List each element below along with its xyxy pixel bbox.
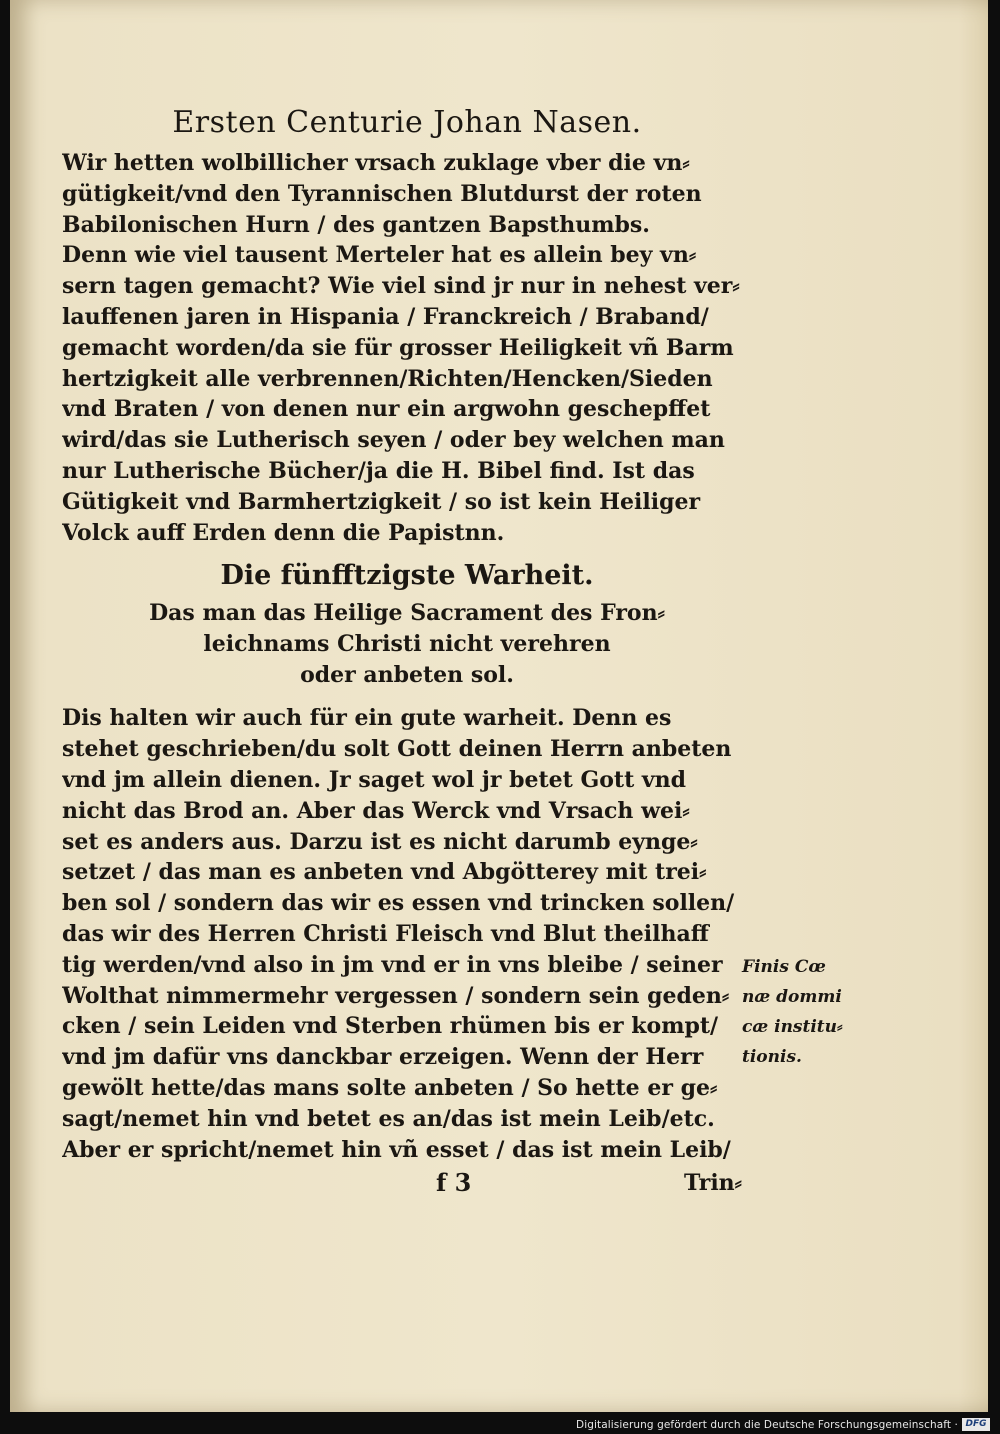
running-head: Ersten Centurie Johan Nasen. [172, 105, 642, 140]
text-line: sern tagen gemacht? Wie viel sind jr nur in nehest ver⸗ [62, 273, 740, 300]
text-line: Gütigkeit vnd Barmhertzigkeit / so ist kein Heiliger [62, 488, 701, 515]
text-line: lauffenen jaren in Hispania / Franckreich / Braband/ [62, 303, 709, 330]
text-line: das wir des Herren Christi Fleisch vnd Blut theilhaff [62, 920, 709, 947]
text-line: vnd Braten / von denen nur ein argwohn geschepffet [62, 396, 711, 423]
margin-note-line: næ dommi [742, 987, 842, 1007]
text-line: gewölt hette/das mans solte anbeten / So hette er ge⸗ [62, 1074, 718, 1101]
paragraph-1 [62, 148, 752, 548]
text-line: sagt/nemet hin vnd betet es an/das ist mein Leib/etc. [62, 1105, 715, 1132]
text-line: stehet geschrieben/du solt Gott deinen Herrn anbeten [62, 736, 732, 763]
text-line: set es anders aus. Darzu ist es nicht darumb eynge⸗ [62, 828, 698, 855]
text-line: nur Lutherische Bücher/ja die H. Bibel find. Ist das [62, 457, 695, 484]
text-line: Babilonischen Hurn / des gantzen Bapsthumbs. [62, 211, 650, 238]
text-line: nicht das Brod an. Aber das Werck vnd Vrsach wei⸗ [62, 797, 690, 824]
text-line: Volck auff Erden denn die Papistnn. [62, 519, 505, 546]
spacer [62, 691, 752, 703]
book-page [10, 0, 988, 1412]
thesis-line: oder anbeten sol. [300, 662, 514, 689]
signature-mark: f 3 [436, 1168, 472, 1198]
margin-note [742, 952, 862, 1072]
margin-note-line: Finis Cœ [742, 957, 826, 977]
margin-note-line: tionis. [742, 1047, 802, 1067]
text-line: gütigkeit/vnd den Tyrannischen Blutdurst der roten [62, 180, 702, 207]
margin-note-line: cæ institu⸗ [742, 1017, 843, 1037]
text-line: wird/das sie Lutherisch seyen / oder bey welchen man [62, 427, 725, 454]
text-line: ben sol / sondern das wir es essen vnd trincken sollen/ [62, 890, 735, 917]
thesis-line: Das man das Heilige Sacrament des Fron⸗ [149, 600, 665, 627]
page-footer [62, 1165, 752, 1201]
text-line: gemacht worden/da sie für grosser Heiligkeit vñ Barm [62, 334, 734, 361]
text-block [62, 100, 752, 1201]
digitization-credit: Digitalisierung gefördert durch die Deutsche Forschungsgemeinschaft · [576, 1419, 958, 1431]
text-line: Wolthat nimmermehr vergessen / sondern sein geden⸗ [62, 982, 730, 1009]
text-line: vnd jm dafür vns danckbar erzeigen. Wenn der Herr [62, 1044, 704, 1071]
dfg-logo-icon: DFG [962, 1418, 990, 1431]
text-line: setzet / das man es anbeten vnd Abgötterey mit trei⸗ [62, 859, 707, 886]
paragraph-2 [62, 703, 752, 1165]
text-line: cken / sein Leiden vnd Sterben rhümen bis er kompt/ [62, 1013, 719, 1040]
text-line: vnd jm allein dienen. Jr saget wol jr betet Gott vnd [62, 766, 687, 793]
text-line: Wir hetten wolbillicher vrsach zuklage vber die vn⸗ [62, 150, 690, 176]
text-line: hertzigkeit alle verbrennen/Richten/Hencken/Sieden [62, 365, 713, 392]
text-line: Denn wie viel tausent Merteler hat es allein bey vn⸗ [62, 242, 697, 269]
catchword: Trin⸗ [683, 1170, 742, 1197]
text-line: Dis halten wir auch für ein gute warheit. Denn es [62, 705, 672, 732]
section-heading: Die fünfftzigste Warheit. [220, 560, 594, 592]
thesis-line: leichnams Christi nicht verehren [203, 631, 611, 658]
thesis-statement [62, 598, 752, 691]
text-line: tig werden/vnd also in jm vnd er in vns bleibe / seiner [62, 951, 723, 978]
text-line: Aber er spricht/nemet hin vñ esset / das ist mein Leib/ [62, 1136, 731, 1163]
